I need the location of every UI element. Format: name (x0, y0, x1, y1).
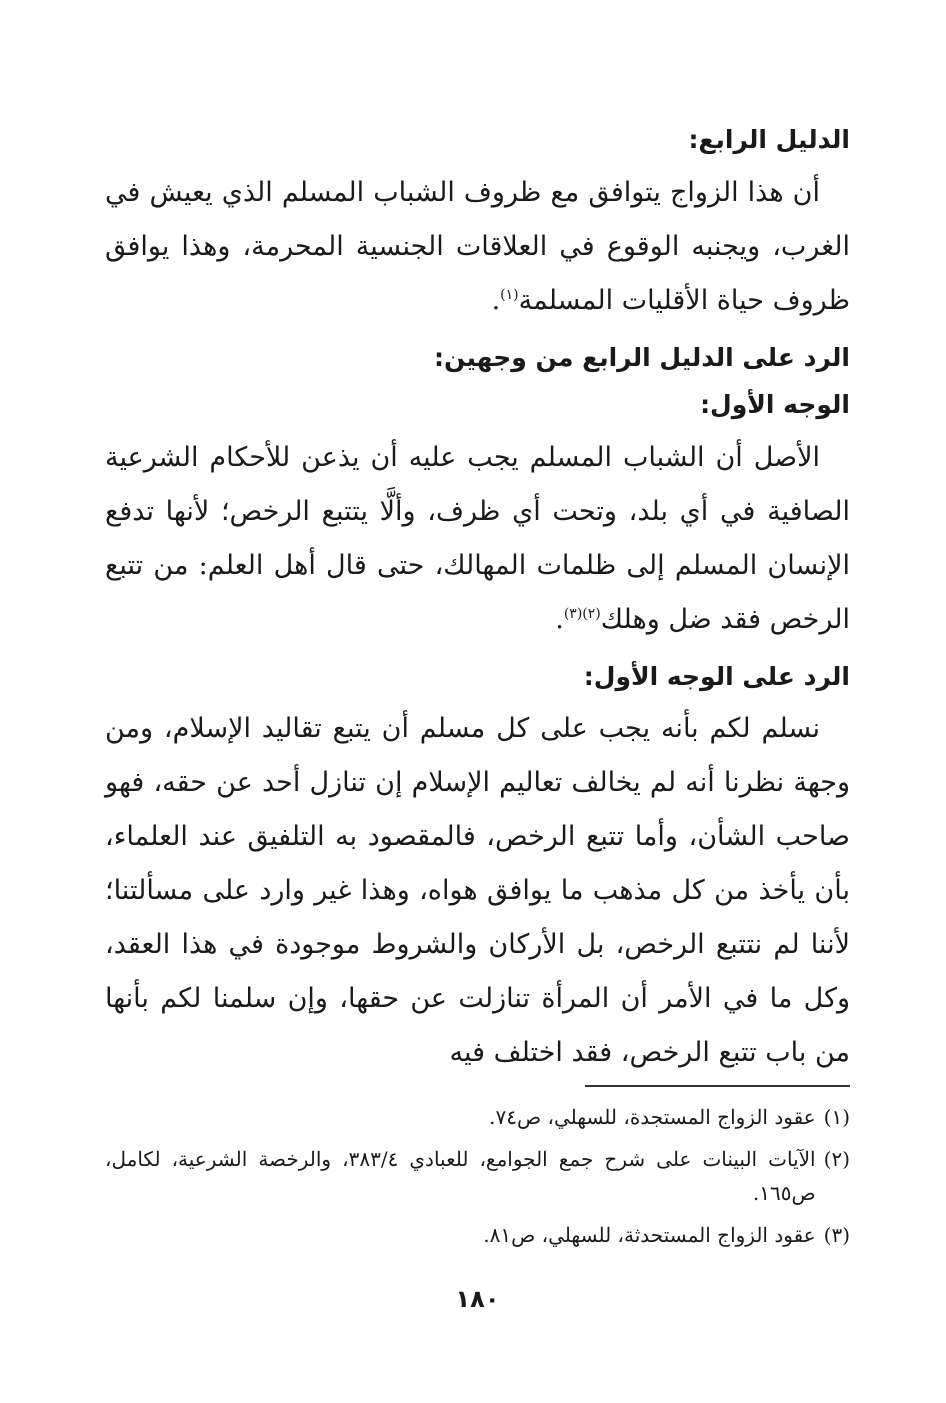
section-heading-reply-first-aspect: الرد على الوجه الأول: (583, 661, 850, 691)
footnote-2 (105, 1142, 850, 1210)
book-page (105, 110, 850, 1370)
section-heading-first-aspect: الوجه الأول: (700, 390, 850, 419)
paragraph-text: أن هذا الزواج يتوافق مع ظروف الشباب المسلم الذي يعيش في الغرب، ويجنبه الوقوع في العلاقات الجنسية المحرمة، وهذا يوافق ظروف حياة الأقليات المسلمة (105, 176, 850, 316)
footnote-1 (105, 1100, 850, 1134)
footnote-number: (١) (823, 1105, 850, 1129)
paragraph-first-aspect (105, 431, 850, 647)
footnote-text: الآيات البينات على شرح جمع الجوامع، للعبادي ٣٨٣/٤، والرخصة الشرعية، لكامل، ص١٦٥. (105, 1147, 816, 1205)
paragraph-reply-first-aspect: نسلم لكم بأنه يجب على كل مسلم أن يتبع تقاليد الإسلام، ومن وجهة نظرنا أنه لم يخالف تعاليم الإسلام إن تنازل أحد عن حقه، فهو صاحب الشأن، وأما تتبع الرخص، فالمقصود به التلفيق عند العلماء، بأن يأخذ من كل مذهب ما يوافق هواه، وهذا غير وارد على مسألتنا؛ لأننا لم نتتبع الرخص، بل الأركان والشروط موجودة في هذا العقد، وكل ما في الأمر أن المرأة تنازلت عن حقها، وإن سلمنا لكم بأنها من باب تتبع الرخص، فقد اختلف فيه (105, 713, 850, 1068)
footnotes (105, 1100, 850, 1260)
page-number: ١٨٠ (455, 1285, 500, 1313)
paragraph-text: الأصل أن الشباب المسلم يجب عليه أن يذعن للأحكام الشرعية الصافية في أي بلد، وتحت أي ظرف، وألَّا يتتبع الرخص؛ لأنها تدفع الإنسان المسلم إلى ظلمات المهالك، حتى قال أهل العلم: من تتبع الرخص فقد ضل وهلك (105, 441, 850, 635)
section-heading-fourth-evidence: الدليل الرابع: (688, 125, 850, 154)
footnote-3 (105, 1218, 850, 1252)
footnote-number: (٢) (823, 1147, 850, 1171)
footnote-ref-1: (١) (500, 286, 519, 303)
footnote-ref-2-3: (٢)(٣) (563, 605, 601, 622)
footnote-text: عقود الزواج المستجدة، للسهلي، ص٧٤. (489, 1105, 816, 1129)
footnote-text: عقود الزواج المستحدثة، للسهلي، ص٨١. (483, 1223, 816, 1247)
footnote-separator (585, 1085, 850, 1087)
paragraph-end-punct: . (555, 603, 564, 635)
section-heading-reply-two-aspects: الرد على الدليل الرابع من وجهين: (433, 342, 850, 372)
paragraph-fourth-evidence (105, 166, 850, 328)
footnote-number: (٣) (823, 1223, 850, 1247)
paragraph-end-punct: . (491, 284, 501, 316)
